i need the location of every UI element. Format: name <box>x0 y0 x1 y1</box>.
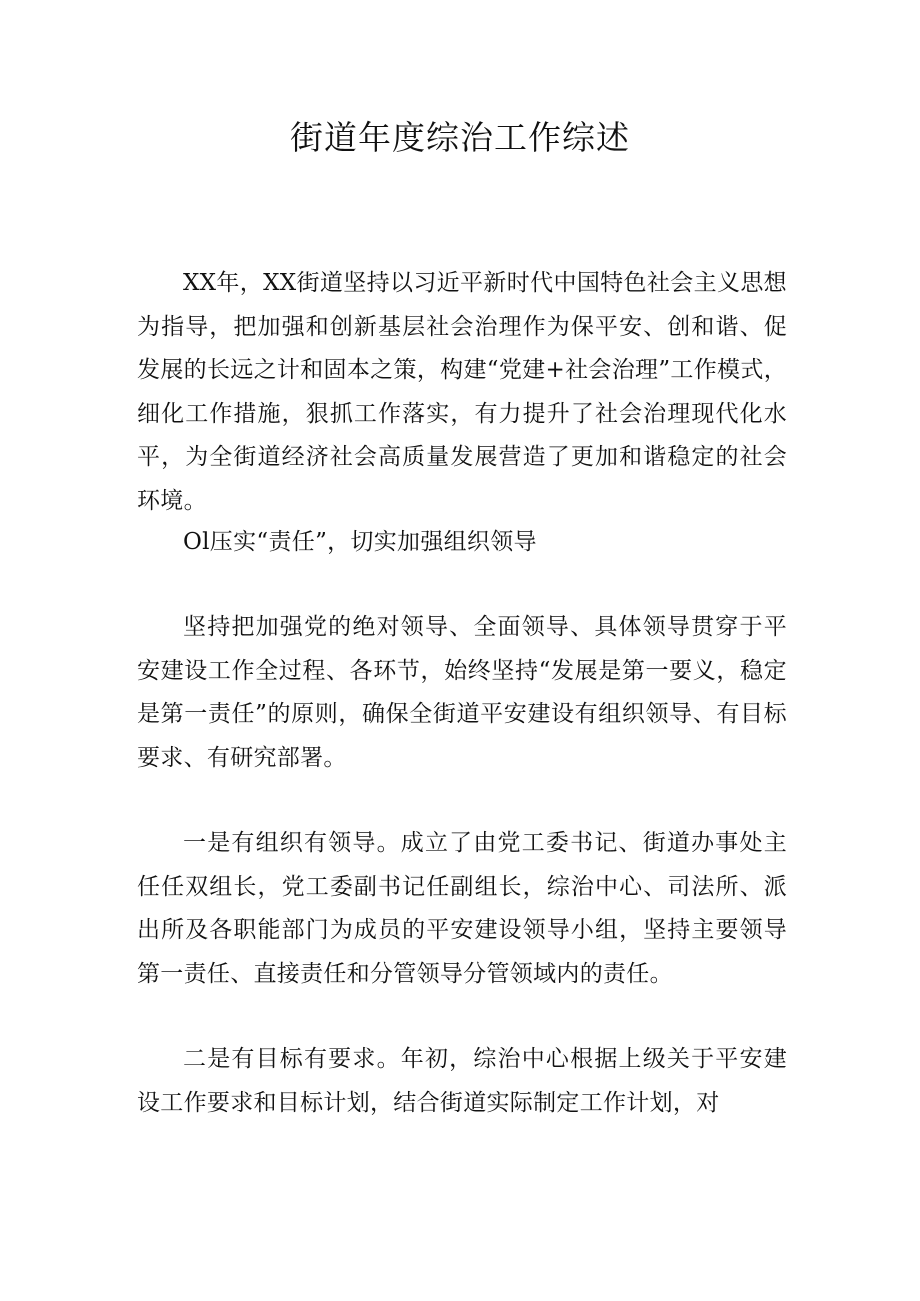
document-title: 街道年度综治工作综述 <box>290 118 630 157</box>
section-heading: Ol压实“责任”，切实加强组织领导 <box>183 529 537 555</box>
body-paragraph-leadership: 坚持把加强党的绝对领导、全面领导、具体领导贯穿于平安建设工作全过程、各环节，始终坚持“发展是第一要义，稳定是第一责任”的原则，确保全街道平安建设有组织领导、有目标要求、有研究部署。 <box>137 614 787 771</box>
intro-paragraph: XX年，XX街道坚持以习近平新时代中国特色社会主义思想为指导，把加强和创新基层社会治理作为保平安、创和谐、促发展的长远之计和固本之策，构建“党建+社会治理”工作模式，细化工作措施，狠抓工作落实，有力提升了社会治理现代化水平，为全街道经济社会高质量发展营造了更加和谐稳定的社会环境。 <box>137 270 787 514</box>
body-paragraph-goals: 二是有目标有要求。年初，综治中心根据上级关于平安建设工作要求和目标计划，结合街道实际制定工作计划，对 <box>137 1046 787 1116</box>
body-paragraph-organization: 一是有组织有领导。成立了由党工委书记、街道办事处主任任双组长，党工委副书记任副组长，综治中心、司法所、派出所及各职能部门为成员的平安建设领导小组，坚持主要领导第一责任、直接责任和分管领导分管领域内的责任。 <box>137 830 787 987</box>
